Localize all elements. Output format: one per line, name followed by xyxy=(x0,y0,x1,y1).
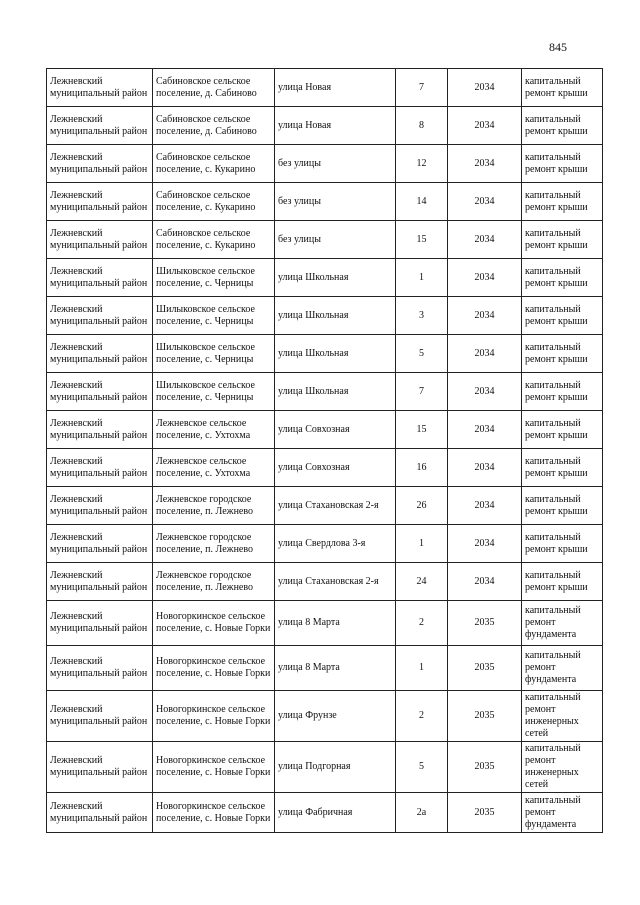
street-cell: улица Свердлова 3-я xyxy=(275,525,396,563)
table-row xyxy=(47,183,603,221)
page-number: 845 xyxy=(549,40,567,54)
work-type-cell: капитальный ремонт крыши xyxy=(522,145,603,183)
table-row xyxy=(47,525,603,563)
table-row xyxy=(47,449,603,487)
house-number-cell: 15 xyxy=(396,411,448,449)
district-cell: Лежневский муниципальный район xyxy=(47,601,153,646)
work-type-cell: капитальный ремонт крыши xyxy=(522,487,603,525)
year-cell: 2034 xyxy=(448,69,522,107)
street-cell: улица Новая xyxy=(275,69,396,107)
district-cell: Лежневский муниципальный район xyxy=(47,335,153,373)
street-cell: улица Школьная xyxy=(275,259,396,297)
district-cell: Лежневский муниципальный район xyxy=(47,69,153,107)
street-cell: улица Фабричная xyxy=(275,793,396,833)
house-number-cell: 8 xyxy=(396,107,448,145)
district-cell: Лежневский муниципальный район xyxy=(47,691,153,742)
district-cell: Лежневский муниципальный район xyxy=(47,646,153,691)
year-cell: 2034 xyxy=(448,107,522,145)
table-row xyxy=(47,646,603,691)
settlement-cell: Сабиновское сельское поселение, д. Сабиново xyxy=(153,69,275,107)
district-cell: Лежневский муниципальный район xyxy=(47,373,153,411)
house-number-cell: 5 xyxy=(396,335,448,373)
house-number-cell: 14 xyxy=(396,183,448,221)
year-cell: 2034 xyxy=(448,221,522,259)
house-number-cell: 12 xyxy=(396,145,448,183)
street-cell: улица Школьная xyxy=(275,335,396,373)
work-type-cell: капитальный ремонт фундамента xyxy=(522,646,603,691)
settlement-cell: Шилыковское сельское поселение, с. Черницы xyxy=(153,297,275,335)
house-number-cell: 5 xyxy=(396,742,448,793)
table-body xyxy=(47,69,603,833)
district-cell: Лежневский муниципальный район xyxy=(47,107,153,145)
work-type-cell: капитальный ремонт крыши xyxy=(522,297,603,335)
work-type-cell: капитальный ремонт крыши xyxy=(522,411,603,449)
house-number-cell: 1 xyxy=(396,259,448,297)
work-type-cell: капитальный ремонт крыши xyxy=(522,525,603,563)
work-type-cell: капитальный ремонт крыши xyxy=(522,221,603,259)
district-cell: Лежневский муниципальный район xyxy=(47,793,153,833)
settlement-cell: Шилыковское сельское поселение, с. Черницы xyxy=(153,335,275,373)
street-cell: без улицы xyxy=(275,145,396,183)
table-row xyxy=(47,742,603,793)
year-cell: 2035 xyxy=(448,742,522,793)
table-row xyxy=(47,69,603,107)
street-cell: улица Новая xyxy=(275,107,396,145)
settlement-cell: Лежневское сельское поселение, с. Ухтохма xyxy=(153,411,275,449)
table-row xyxy=(47,487,603,525)
settlement-cell: Сабиновское сельское поселение, с. Кукарино xyxy=(153,221,275,259)
table-row xyxy=(47,373,603,411)
street-cell: без улицы xyxy=(275,221,396,259)
district-cell: Лежневский муниципальный район xyxy=(47,411,153,449)
work-type-cell: капитальный ремонт крыши xyxy=(522,449,603,487)
table-row xyxy=(47,259,603,297)
house-number-cell: 2 xyxy=(396,601,448,646)
year-cell: 2034 xyxy=(448,373,522,411)
work-type-cell: капитальный ремонт крыши xyxy=(522,563,603,601)
settlement-cell: Сабиновское сельское поселение, с. Кукарино xyxy=(153,145,275,183)
table-row xyxy=(47,793,603,833)
district-cell: Лежневский муниципальный район xyxy=(47,145,153,183)
year-cell: 2035 xyxy=(448,691,522,742)
district-cell: Лежневский муниципальный район xyxy=(47,525,153,563)
work-type-cell: капитальный ремонт крыши xyxy=(522,259,603,297)
house-number-cell: 2а xyxy=(396,793,448,833)
house-number-cell: 26 xyxy=(396,487,448,525)
settlement-cell: Сабиновское сельское поселение, с. Кукарино xyxy=(153,183,275,221)
district-cell: Лежневский муниципальный район xyxy=(47,449,153,487)
house-number-cell: 2 xyxy=(396,691,448,742)
year-cell: 2035 xyxy=(448,601,522,646)
work-type-cell: капитальный ремонт фундамента xyxy=(522,601,603,646)
table-row xyxy=(47,107,603,145)
settlement-cell: Новогоркинское сельское поселение, с. Новые Горки xyxy=(153,691,275,742)
street-cell: улица Фрунзе xyxy=(275,691,396,742)
district-cell: Лежневский муниципальный район xyxy=(47,221,153,259)
year-cell: 2035 xyxy=(448,646,522,691)
year-cell: 2034 xyxy=(448,411,522,449)
house-number-cell: 7 xyxy=(396,373,448,411)
year-cell: 2034 xyxy=(448,145,522,183)
year-cell: 2034 xyxy=(448,297,522,335)
year-cell: 2034 xyxy=(448,487,522,525)
table-row xyxy=(47,563,603,601)
district-cell: Лежневский муниципальный район xyxy=(47,259,153,297)
street-cell: улица 8 Марта xyxy=(275,646,396,691)
settlement-cell: Шилыковское сельское поселение, с. Черницы xyxy=(153,259,275,297)
year-cell: 2034 xyxy=(448,563,522,601)
table-row xyxy=(47,297,603,335)
table-row xyxy=(47,145,603,183)
settlement-cell: Новогоркинское сельское поселение, с. Новые Горки xyxy=(153,742,275,793)
table-row xyxy=(47,601,603,646)
house-number-cell: 1 xyxy=(396,646,448,691)
settlement-cell: Лежневское городское поселение, п. Лежнево xyxy=(153,563,275,601)
table-row xyxy=(47,691,603,742)
district-cell: Лежневский муниципальный район xyxy=(47,487,153,525)
house-number-cell: 3 xyxy=(396,297,448,335)
table-row xyxy=(47,411,603,449)
settlement-cell: Шилыковское сельское поселение, с. Черницы xyxy=(153,373,275,411)
street-cell: улица 8 Марта xyxy=(275,601,396,646)
year-cell: 2034 xyxy=(448,525,522,563)
settlement-cell: Сабиновское сельское поселение, д. Сабиново xyxy=(153,107,275,145)
district-cell: Лежневский муниципальный район xyxy=(47,742,153,793)
house-number-cell: 15 xyxy=(396,221,448,259)
work-type-cell: капитальный ремонт фундамента xyxy=(522,793,603,833)
street-cell: улица Школьная xyxy=(275,373,396,411)
work-type-cell: капитальный ремонт крыши xyxy=(522,69,603,107)
settlement-cell: Лежневское городское поселение, п. Лежнево xyxy=(153,525,275,563)
housing-repair-table xyxy=(46,68,603,833)
district-cell: Лежневский муниципальный район xyxy=(47,183,153,221)
settlement-cell: Новогоркинское сельское поселение, с. Новые Горки xyxy=(153,646,275,691)
table-row xyxy=(47,221,603,259)
house-number-cell: 16 xyxy=(396,449,448,487)
street-cell: улица Совхозная xyxy=(275,449,396,487)
settlement-cell: Новогоркинское сельское поселение, с. Новые Горки xyxy=(153,793,275,833)
year-cell: 2035 xyxy=(448,793,522,833)
street-cell: улица Совхозная xyxy=(275,411,396,449)
year-cell: 2034 xyxy=(448,183,522,221)
district-cell: Лежневский муниципальный район xyxy=(47,563,153,601)
street-cell: улица Школьная xyxy=(275,297,396,335)
house-number-cell: 7 xyxy=(396,69,448,107)
street-cell: улица Подгорная xyxy=(275,742,396,793)
street-cell: улица Стахановская 2-я xyxy=(275,487,396,525)
street-cell: без улицы xyxy=(275,183,396,221)
work-type-cell: капитальный ремонт инженерных сетей xyxy=(522,691,603,742)
work-type-cell: капитальный ремонт крыши xyxy=(522,107,603,145)
table-row xyxy=(47,335,603,373)
year-cell: 2034 xyxy=(448,449,522,487)
house-number-cell: 1 xyxy=(396,525,448,563)
house-number-cell: 24 xyxy=(396,563,448,601)
settlement-cell: Лежневское городское поселение, п. Лежнево xyxy=(153,487,275,525)
year-cell: 2034 xyxy=(448,259,522,297)
work-type-cell: капитальный ремонт крыши xyxy=(522,335,603,373)
work-type-cell: капитальный ремонт крыши xyxy=(522,373,603,411)
work-type-cell: капитальный ремонт крыши xyxy=(522,183,603,221)
year-cell: 2034 xyxy=(448,335,522,373)
street-cell: улица Стахановская 2-я xyxy=(275,563,396,601)
district-cell: Лежневский муниципальный район xyxy=(47,297,153,335)
settlement-cell: Лежневское сельское поселение, с. Ухтохма xyxy=(153,449,275,487)
settlement-cell: Новогоркинское сельское поселение, с. Новые Горки xyxy=(153,601,275,646)
work-type-cell: капитальный ремонт инженерных сетей xyxy=(522,742,603,793)
